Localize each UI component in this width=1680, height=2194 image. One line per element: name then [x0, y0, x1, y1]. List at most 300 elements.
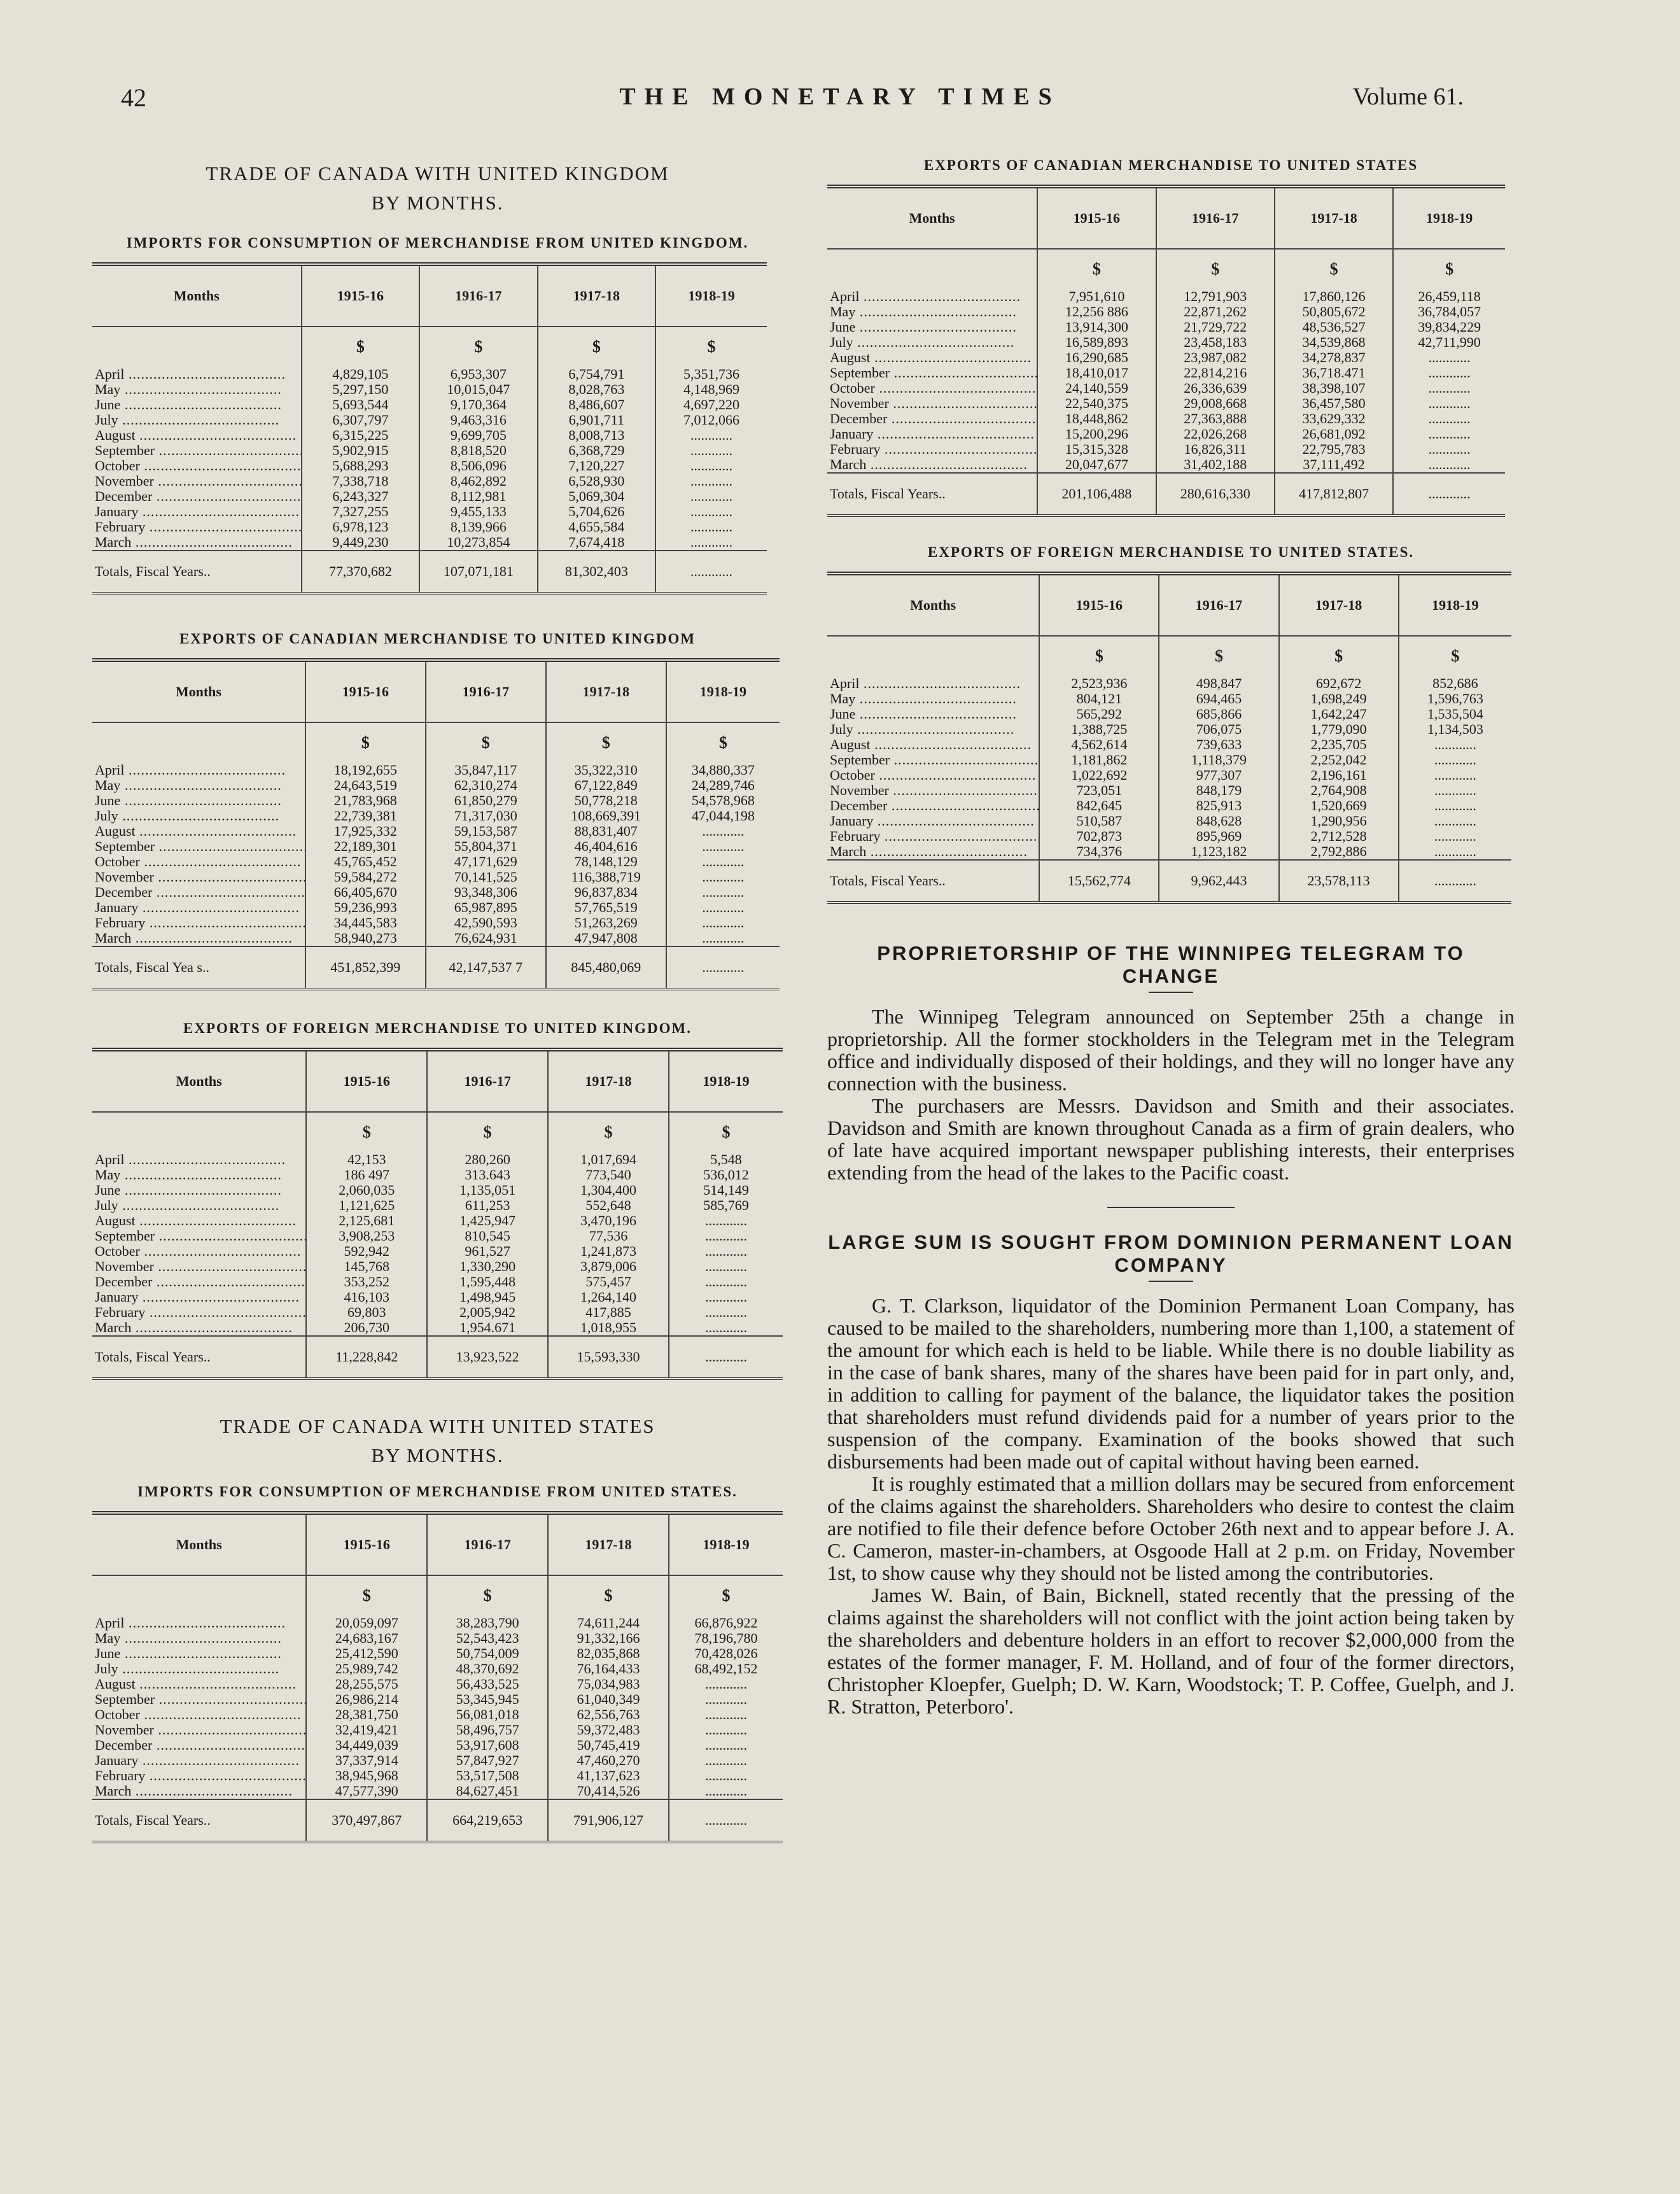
title-rule — [1149, 1281, 1193, 1282]
value-cell: 8,028,763 — [538, 382, 656, 397]
value-cell: 36,457,580 — [1275, 396, 1393, 411]
totals-label: Totals, Fiscal Yea s.. — [92, 946, 305, 989]
table-row — [92, 458, 767, 474]
article-title: PROPRIETORSHIP OF THE WINNIPEG TELEGRAM TO CHANGE — [877, 942, 1465, 987]
value-cell: 17,860,126 — [1275, 289, 1393, 304]
month-cell: August ..... — [92, 824, 305, 839]
value-cell: 34,880,337 — [691, 762, 755, 778]
month-cell: November ..... — [92, 869, 305, 885]
publication-title: THE MONETARY TIMES — [619, 83, 1061, 110]
currency-symbol: $ — [1039, 636, 1159, 676]
value-cell: 37,111,492 — [1275, 457, 1393, 473]
month-cell: April ..... — [92, 1615, 306, 1631]
article-separator — [1107, 1207, 1235, 1208]
volume-label: Volume 61. — [1352, 83, 1464, 110]
value-cell: 50,778,218 — [546, 793, 666, 808]
value-cell: 22,540,375 — [1037, 396, 1156, 411]
table-row — [92, 428, 767, 443]
value-cell: 1,290,956 — [1279, 813, 1399, 829]
value-cell: 75,034,983 — [548, 1677, 669, 1692]
value-cell: 7,951,610 — [1037, 289, 1156, 304]
month-cell: October ..... — [92, 1707, 306, 1722]
totals-row — [827, 473, 1505, 516]
value-cell: 78,196,780 — [694, 1630, 758, 1646]
table-title: EXPORTS OF CANADIAN MERCHANDISE TO UNITED STATES — [923, 157, 1418, 173]
value-cell: 39,834,229 — [1418, 319, 1481, 335]
totals-value: 201,106,488 — [1037, 473, 1156, 516]
currency-symbol: $ — [548, 1112, 669, 1152]
table-slot — [827, 153, 1515, 517]
month-cell: September ..... — [92, 1692, 306, 1707]
value-cell: 498,847 — [1159, 676, 1278, 691]
value-cell: 66,405,670 — [305, 885, 426, 900]
table-row — [92, 397, 767, 412]
value-cell: 28,381,750 — [306, 1707, 427, 1722]
value-cell: 6,368,729 — [538, 443, 656, 458]
column-header: Months — [92, 660, 305, 722]
value-cell: 3,908,253 — [306, 1228, 427, 1244]
value-cell: 71,317,030 — [426, 808, 546, 824]
currency-symbol: $ — [546, 722, 666, 763]
value-cell: 88,831,407 — [546, 824, 666, 839]
value-cell: 53,517,508 — [427, 1768, 548, 1783]
month-cell: July ..... — [827, 335, 1037, 350]
value-cell: 58,496,757 — [427, 1722, 548, 1738]
currency-row — [92, 722, 780, 763]
value-cell: 42,153 — [306, 1152, 427, 1167]
article-paragraph: The purchasers are Messrs. Davidson and Smith and their associates. Davidson and Smith are known throughout Canada as a firm of grain dealers, who of late have acquired important newspaper publishing interests, their enterprises extending from the head of the lakes to the Pacific coast. — [827, 1094, 1515, 1184]
value-cell: 33,629,332 — [1275, 411, 1393, 426]
value-cell: 47,171,629 — [426, 854, 546, 869]
column-header: Months — [827, 186, 1037, 249]
value-cell: 536,012 — [703, 1167, 749, 1183]
value-cell: ............ — [704, 1228, 747, 1244]
article-winnipeg-telegram — [827, 942, 1515, 1184]
value-cell: ............ — [1428, 395, 1471, 411]
value-cell: 116,388,719 — [546, 869, 666, 885]
value-cell: 20,059,097 — [306, 1615, 427, 1631]
column-header: 1915-16 — [306, 1050, 427, 1112]
month-cell: October ..... — [92, 854, 305, 869]
data-table — [92, 658, 780, 990]
value-cell: 848,179 — [1159, 783, 1278, 798]
table-row — [92, 535, 767, 551]
table-row — [92, 1198, 783, 1213]
table-row — [827, 707, 1511, 722]
value-cell: 59,372,483 — [548, 1722, 669, 1738]
value-cell: 825,913 — [1159, 798, 1278, 813]
value-cell: 145,768 — [306, 1259, 427, 1274]
value-cell: 46,404,616 — [546, 839, 666, 854]
value-cell: 5,069,304 — [538, 489, 656, 504]
table-row — [827, 426, 1505, 442]
column-header: 1915-16 — [305, 660, 426, 722]
value-cell: 52,543,423 — [427, 1631, 548, 1646]
value-cell: 1,698,249 — [1279, 691, 1399, 707]
month-cell: January ..... — [92, 504, 302, 519]
value-cell: 1,642,247 — [1279, 707, 1399, 722]
value-cell: ............ — [1434, 843, 1476, 859]
currency-symbol: $ — [718, 733, 727, 752]
month-cell: December ..... — [92, 885, 305, 900]
page-number: 42 — [121, 83, 146, 112]
month-cell: December ..... — [92, 1274, 306, 1290]
month-cell: April ..... — [827, 676, 1039, 691]
totals-row — [92, 946, 780, 989]
value-cell: 9,699,705 — [419, 428, 538, 443]
value-cell: 2,060,035 — [306, 1183, 427, 1198]
value-cell: ............ — [704, 1319, 747, 1335]
value-cell: 96,837,834 — [546, 885, 666, 900]
month-cell: May ..... — [92, 382, 302, 397]
value-cell: 18,410,017 — [1037, 365, 1156, 381]
value-cell: 34,539,868 — [1275, 335, 1393, 350]
value-cell: 22,795,783 — [1275, 442, 1393, 457]
column-header: 1917-18 — [538, 264, 656, 327]
month-cell: February ..... — [92, 915, 305, 931]
totals-row — [827, 860, 1511, 903]
value-cell: 32,419,421 — [306, 1722, 427, 1738]
value-cell: 804,121 — [1039, 691, 1159, 707]
currency-symbol: $ — [722, 1123, 731, 1141]
totals-value: ............ — [1393, 473, 1505, 516]
value-cell: ............ — [1428, 365, 1471, 381]
value-cell: 38,945,968 — [306, 1768, 427, 1783]
value-cell: ............ — [702, 823, 745, 839]
table-row — [827, 798, 1511, 813]
value-cell: 6,315,225 — [302, 428, 420, 443]
month-cell: June ..... — [92, 793, 305, 808]
value-cell: 78,148,129 — [546, 854, 666, 869]
value-cell: ............ — [1428, 456, 1471, 472]
table-row — [92, 504, 767, 519]
value-cell: 5,548 — [710, 1151, 742, 1167]
value-cell: 510,587 — [1039, 813, 1159, 829]
table-row — [92, 1768, 783, 1783]
data-table — [827, 185, 1505, 517]
value-cell: 26,986,214 — [306, 1692, 427, 1707]
data-table — [92, 1511, 783, 1843]
value-cell: 2,125,681 — [306, 1213, 427, 1228]
table-row — [92, 412, 767, 428]
value-cell: 74,611,244 — [548, 1615, 669, 1631]
value-cell: 7,327,255 — [302, 504, 420, 519]
value-cell: 6,243,327 — [302, 489, 420, 504]
value-cell: 62,310,274 — [426, 778, 546, 793]
value-cell: 24,289,746 — [691, 777, 755, 793]
value-cell: 15,315,328 — [1037, 442, 1156, 457]
value-cell: 4,697,220 — [683, 397, 740, 412]
value-cell: 1,018,955 — [548, 1320, 669, 1336]
table-row — [827, 442, 1505, 457]
month-cell: February ..... — [827, 442, 1037, 457]
value-cell: 15,200,296 — [1037, 426, 1156, 442]
value-cell: 26,681,092 — [1275, 426, 1393, 442]
right-column — [827, 153, 1515, 1718]
value-cell: 61,040,349 — [548, 1692, 669, 1707]
currency-symbol: $ — [306, 1112, 427, 1152]
value-cell: 592,942 — [306, 1244, 427, 1259]
value-cell: ............ — [1428, 426, 1471, 442]
column-header: 1918-19 — [703, 1073, 750, 1089]
value-cell: 5,704,626 — [538, 504, 656, 519]
value-cell: ............ — [704, 1706, 747, 1722]
value-cell: 48,370,692 — [427, 1661, 548, 1677]
table-title: IMPORTS FOR CONSUMPTION OF MERCHANDISE FROM UNITED STATES. — [137, 1484, 738, 1500]
value-cell: 35,322,310 — [546, 763, 666, 778]
table-row — [827, 320, 1505, 335]
table-row — [92, 1783, 783, 1799]
value-cell: ............ — [704, 1274, 747, 1290]
currency-symbol: $ — [722, 1586, 731, 1605]
value-cell: 76,624,931 — [426, 931, 546, 946]
month-cell: December ..... — [827, 798, 1039, 813]
value-cell: ............ — [704, 1676, 747, 1692]
month-cell: September ..... — [92, 839, 305, 854]
value-cell: 1,264,140 — [548, 1290, 669, 1305]
totals-value: 107,071,181 — [419, 551, 538, 593]
totals-label: Totals, Fiscal Years.. — [827, 473, 1037, 516]
table-row — [92, 793, 780, 808]
table-row — [92, 382, 767, 397]
value-cell: 20,047,677 — [1037, 457, 1156, 473]
value-cell: 1,779,090 — [1279, 722, 1399, 737]
table-row — [92, 1305, 783, 1320]
table-row — [827, 381, 1505, 396]
table-row — [92, 1631, 783, 1646]
table-row — [92, 915, 780, 931]
currency-symbol: $ — [1275, 249, 1393, 289]
value-cell: 25,989,742 — [306, 1661, 427, 1677]
value-cell: ............ — [702, 930, 745, 946]
currency-row — [92, 1112, 783, 1152]
currency-row — [827, 249, 1505, 289]
value-cell: ............ — [704, 1243, 747, 1259]
value-cell: 206,730 — [306, 1320, 427, 1336]
value-cell: ............ — [690, 473, 733, 489]
value-cell: 23,458,183 — [1156, 335, 1275, 350]
value-cell: 29,008,668 — [1156, 396, 1275, 411]
value-cell: 22,026,268 — [1156, 426, 1275, 442]
value-cell: 852,686 — [1432, 675, 1478, 691]
value-cell: 51,263,269 — [546, 915, 666, 931]
month-cell: May ..... — [92, 778, 305, 793]
value-cell: ............ — [1428, 411, 1471, 426]
value-cell: 18,192,655 — [305, 763, 426, 778]
value-cell: 27,363,888 — [1156, 411, 1275, 426]
value-cell: 57,765,519 — [546, 900, 666, 915]
value-cell: ............ — [702, 899, 745, 915]
value-cell: 59,153,587 — [426, 824, 546, 839]
table-row — [92, 778, 780, 793]
month-cell: June ..... — [827, 320, 1037, 335]
value-cell: 3,470,196 — [548, 1213, 669, 1228]
value-cell: 1,118,379 — [1159, 752, 1278, 768]
column-header: 1918-19 — [699, 684, 747, 700]
column-header: 1917-18 — [546, 660, 666, 722]
month-cell: December ..... — [92, 1738, 306, 1753]
column-header: Months — [92, 1050, 306, 1112]
totals-value: 42,147,537 7 — [426, 946, 546, 989]
currency-symbol: $ — [426, 722, 546, 763]
column-header: 1917-18 — [548, 1050, 669, 1112]
value-cell: ............ — [702, 854, 745, 869]
value-cell: 17,925,332 — [305, 824, 426, 839]
value-cell: 6,754,791 — [538, 367, 656, 382]
currency-row — [92, 1575, 783, 1615]
value-cell: 16,826,311 — [1156, 442, 1275, 457]
value-cell: 5,693,544 — [302, 397, 420, 412]
value-cell: ............ — [1434, 782, 1476, 798]
month-cell: February ..... — [92, 1305, 306, 1320]
value-cell: 514,149 — [703, 1182, 749, 1198]
value-cell: ............ — [702, 838, 745, 854]
table-row — [92, 869, 780, 885]
article-paragraph: G. T. Clarkson, liquidator of the Dominion Permanent Loan Company, has caused to be mailed to the shareholders, numbering more than 1,100, a statement of the amount for which each is held to be liable. While there is no double liability as in the case of bank shares, many of the shares have been paid for in part only, and, in addition to calling for payment of the balance, the liquidator takes the position that shareholders must refund dividends paid for a number of years prior to the suspension of the company. Examination of the books showed that such disbursements had been made out of capital without having been earned. — [827, 1294, 1515, 1473]
value-cell: ............ — [1428, 380, 1471, 396]
table-slot — [92, 626, 783, 990]
value-cell: 35,847,117 — [426, 763, 546, 778]
table-header-row — [92, 660, 780, 722]
month-cell: April ..... — [92, 1152, 306, 1167]
month-cell: January ..... — [92, 1290, 306, 1305]
month-cell: February ..... — [92, 1768, 306, 1783]
value-cell: 47,947,808 — [546, 931, 666, 946]
value-cell: ............ — [1434, 813, 1476, 829]
column-header: 1916-17 — [419, 264, 538, 327]
value-cell: 22,814,216 — [1156, 365, 1275, 381]
month-cell: June ..... — [92, 397, 302, 412]
table-row — [92, 1274, 783, 1290]
value-cell: 977,307 — [1159, 768, 1278, 783]
month-cell: May ..... — [827, 691, 1039, 707]
value-cell: 1,425,947 — [427, 1213, 548, 1228]
month-cell: July ..... — [92, 808, 305, 824]
month-cell: December ..... — [827, 411, 1037, 426]
value-cell: 25,412,590 — [306, 1646, 427, 1661]
value-cell: ............ — [704, 1768, 747, 1783]
value-cell: 42,590,593 — [426, 915, 546, 931]
value-cell: 18,448,862 — [1037, 411, 1156, 426]
value-cell: 6,528,930 — [538, 474, 656, 489]
month-cell: August ..... — [92, 1677, 306, 1692]
table-row — [92, 443, 767, 458]
table-row — [92, 1646, 783, 1661]
value-cell: 4,562,614 — [1039, 737, 1159, 752]
value-cell: 68,492,152 — [694, 1661, 758, 1677]
totals-row — [92, 551, 767, 593]
value-cell: 2,252,042 — [1279, 752, 1399, 768]
value-cell: 48,536,527 — [1275, 320, 1393, 335]
value-cell: 7,012,066 — [683, 412, 740, 428]
month-cell: November ..... — [827, 396, 1037, 411]
value-cell: ............ — [1434, 736, 1476, 752]
value-cell: 62,556,763 — [548, 1707, 669, 1722]
value-cell: 31,402,188 — [1156, 457, 1275, 473]
value-cell: 1,954.671 — [427, 1320, 548, 1336]
totals-value: 417,812,807 — [1275, 473, 1393, 516]
value-cell: 26,336,639 — [1156, 381, 1275, 396]
value-cell: ............ — [690, 488, 733, 504]
value-cell: 1,181,862 — [1039, 752, 1159, 768]
totals-value: 11,228,842 — [306, 1336, 427, 1379]
value-cell: 24,643,519 — [305, 778, 426, 793]
value-cell: 82,035,868 — [548, 1646, 669, 1661]
value-cell: 2,005,942 — [427, 1305, 548, 1320]
value-cell: 58,940,273 — [305, 931, 426, 946]
value-cell: ............ — [690, 519, 733, 535]
value-cell: ............ — [702, 869, 745, 885]
value-cell: ............ — [704, 1304, 747, 1320]
value-cell: 1,520,669 — [1279, 798, 1399, 813]
value-cell: 8,462,892 — [419, 474, 538, 489]
value-cell: 42,711,990 — [1418, 334, 1481, 350]
value-cell: 34,449,039 — [306, 1738, 427, 1753]
month-cell: September ..... — [827, 365, 1037, 381]
value-cell: 12,791,903 — [1156, 289, 1275, 304]
value-cell: 23,987,082 — [1156, 350, 1275, 365]
data-table — [827, 572, 1511, 904]
table-header-row — [92, 1513, 783, 1575]
value-cell: 70,428,026 — [694, 1645, 758, 1661]
column-header: 1917-18 — [1279, 573, 1399, 636]
value-cell: 1,304,400 — [548, 1183, 669, 1198]
value-cell: 5,351,736 — [683, 366, 740, 382]
month-cell: March ..... — [92, 535, 302, 551]
value-cell: 694,465 — [1159, 691, 1278, 707]
month-cell: April ..... — [92, 763, 305, 778]
value-cell: 416,103 — [306, 1290, 427, 1305]
value-cell: 16,290,685 — [1037, 350, 1156, 365]
table-row — [92, 1707, 783, 1722]
value-cell: 53,345,945 — [427, 1692, 548, 1707]
month-cell: July ..... — [92, 412, 302, 428]
value-cell: 585,769 — [703, 1197, 749, 1213]
month-cell: August ..... — [827, 737, 1039, 752]
value-cell: ............ — [702, 915, 745, 931]
value-cell: 65,987,895 — [426, 900, 546, 915]
left-column — [92, 159, 783, 1843]
value-cell: 61,850,279 — [426, 793, 546, 808]
month-cell: September ..... — [92, 1228, 306, 1244]
value-cell: 50,754,009 — [427, 1646, 548, 1661]
table-row — [92, 1244, 783, 1259]
value-cell: 565,292 — [1039, 707, 1159, 722]
table-row — [92, 885, 780, 900]
month-cell: November ..... — [827, 783, 1039, 798]
value-cell: 70,141,525 — [426, 869, 546, 885]
value-cell: 22,739,381 — [305, 808, 426, 824]
value-cell: 1,330,290 — [427, 1259, 548, 1274]
value-cell: 22,871,262 — [1156, 304, 1275, 320]
table-row — [92, 931, 780, 946]
column-header: Months — [92, 1513, 306, 1575]
value-cell: 611,253 — [427, 1198, 548, 1213]
month-cell: September ..... — [827, 752, 1039, 768]
table-row — [92, 1692, 783, 1707]
value-cell: 1,535,504 — [1427, 706, 1483, 722]
totals-label: Totals, Fiscal Years.. — [92, 551, 302, 593]
table-row — [827, 783, 1511, 798]
totals-label: Totals, Fiscal Years.. — [92, 1336, 306, 1379]
month-cell: June ..... — [827, 707, 1039, 722]
table-row — [92, 1677, 783, 1692]
table-row — [92, 1661, 783, 1677]
totals-value: 15,562,774 — [1039, 860, 1159, 903]
value-cell: 21,729,722 — [1156, 320, 1275, 335]
table-row — [92, 1259, 783, 1274]
column-header: 1916-17 — [1156, 186, 1275, 249]
